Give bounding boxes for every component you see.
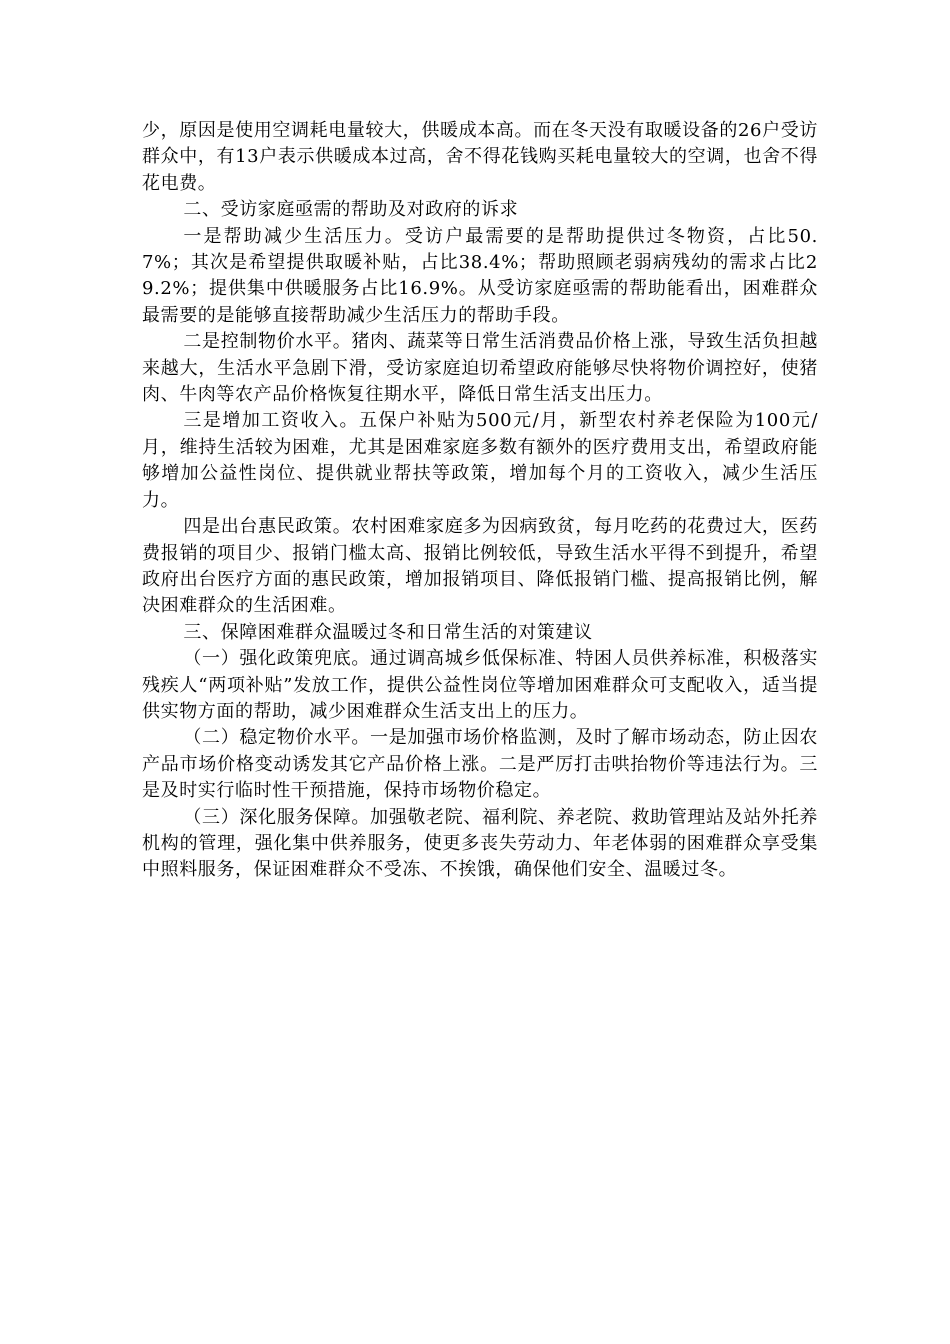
paragraph-stabilize-prices: （二）稳定物价水平。一是加强市场价格监测，及时了解市场动态，防止因农产品市场价格变动诱发其它产品价格上涨。二是严厉打击哄抬物价等违法行为。三是及时实行临时性干预措施，保持市场物价稳定。 (142, 727, 818, 802)
paragraph-policy-safety-net: （一）强化政策兜底。通过调高城乡低保标准、特困人员供养标准，积极落实残疾人“两项补贴”发放工作，提供公益性岗位等增加困难群众可支配收入，适当提供实物方面的帮助，减少困难群众生活支出上的压力。 (142, 648, 818, 722)
paragraph-continuation: 少，原因是使用空调耗电量较大，供暖成本高。而在冬天没有取暖设备的26户受访群众中，有13户表示供暖成本过高，舍不得花钱购买耗电量较大的空调，也舍不得花电费。 (142, 120, 818, 194)
section-heading-two: 二、受访家庭亟需的帮助及对政府的诉求 (183, 199, 519, 221)
paragraph-increase-income: 三是增加工资收入。五保户补贴为500元/月，新型农村养老保险为100元/月，维持生活较为困难，尤其是困难家庭多数有额外的医疗费用支出，希望政府能够增加公益性岗位、提供就业帮扶等政策，增加每个月的工资收入，减少生活压力。 (142, 410, 818, 511)
paragraph-reduce-pressure: 一是帮助减少生活压力。受访户最需要的是帮助提供过冬物资，占比50.7%；其次是希望提供取暖补贴，占比38.4%；帮助照顾老弱病残幼的需求占比29.2%；提供集中供暖服务占比16.9%。从受访家庭亟需的帮助能看出，困难群众最需要的是能够直接帮助减少生活压力的帮助手段。 (142, 225, 818, 326)
paragraph-control-prices: 二是控制物价水平。猪肉、蔬菜等日常生活消费品价格上涨，导致生活负担越来越大，生活水平急剧下滑，受访家庭迫切希望政府能够尽快将物价调控好，使猪肉、牛肉等农产品价格恢复往期水平，降低日常生活支出压力。 (142, 331, 818, 406)
section-heading-three: 三、保障困难群众温暖过冬和日常生活的对策建议 (183, 621, 593, 643)
paragraph-service-guarantee: （三）深化服务保障。加强敬老院、福利院、养老院、救助管理站及站外托养机构的管理，强化集中供养服务，使更多丧失劳动力、年老体弱的困难群众享受集中照料服务，保证困难群众不受冻、不挨饿，确保他们安全、温暖过冬。 (142, 806, 818, 881)
paragraph-benefit-policy: 四是出台惠民政策。农村困难家庭多为因病致贫，每月吃药的花费过大，医药费报销的项目少、报销门槛太高、报销比例较低，导致生活水平得不到提升，希望政府出台医疗方面的惠民政策，增加报销项目、降低报销门槛、提高报销比例，解决困难群众的生活困难。 (142, 516, 818, 617)
document-page (142, 118, 818, 884)
